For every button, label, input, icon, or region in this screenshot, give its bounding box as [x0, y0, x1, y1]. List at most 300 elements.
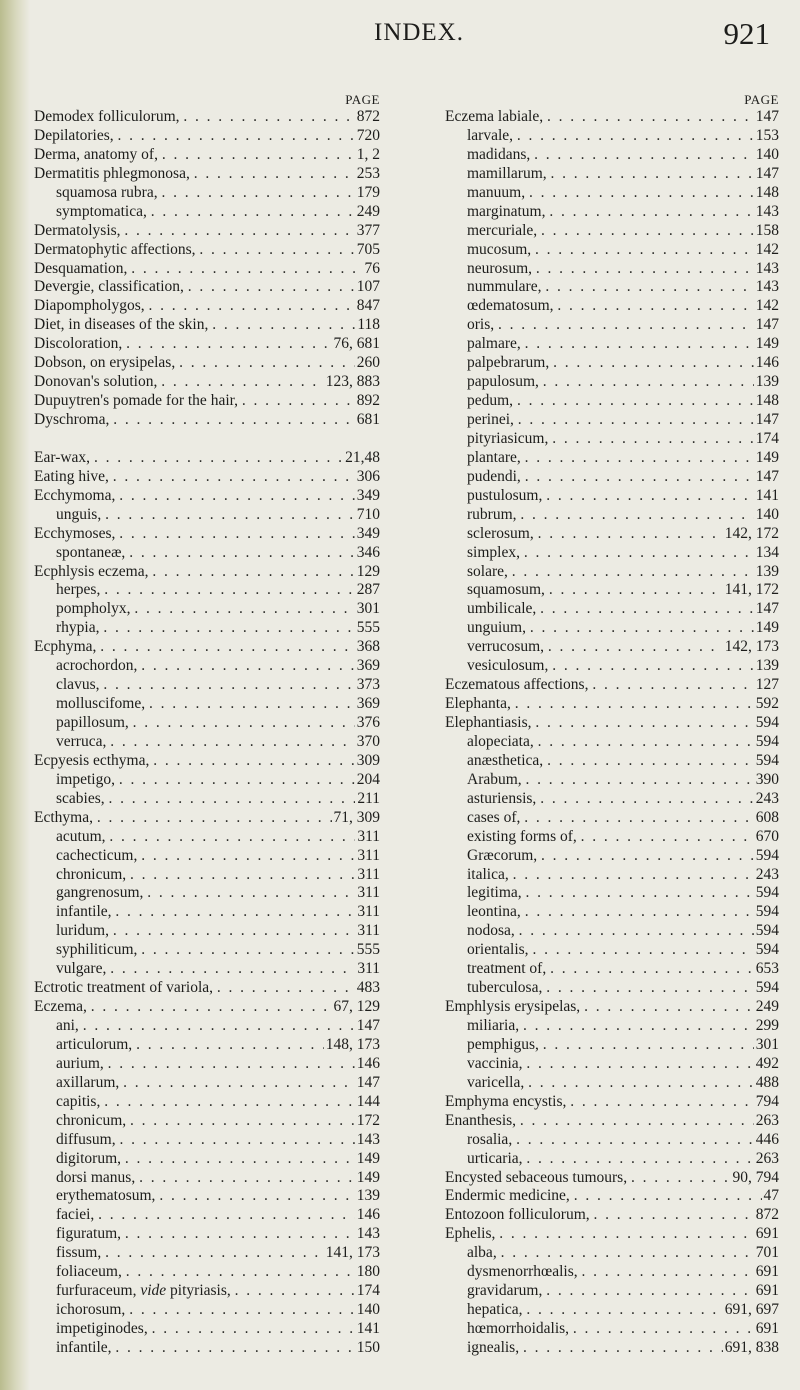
- entry-term-text: marginatum,: [467, 202, 546, 220]
- dot-leader: [158, 146, 355, 165]
- entry-pages: 892: [356, 392, 380, 410]
- entry-term: [56, 733, 106, 752]
- entry-term-text: gravidarum,: [467, 1282, 543, 1300]
- index-subentry: [445, 373, 779, 392]
- dot-leader: [515, 922, 754, 941]
- entry-term-text: pityriasis,: [170, 1282, 231, 1300]
- entry-pages: 488: [755, 1073, 779, 1091]
- entry-term: [56, 1225, 121, 1244]
- entry-pages: 311: [357, 922, 380, 940]
- dot-leader: [122, 335, 331, 354]
- entry-pages: 594: [755, 884, 779, 902]
- entry-term: [445, 676, 588, 695]
- entry-term: [34, 146, 158, 165]
- index-subentry: [34, 790, 380, 809]
- entry-term-text: treatment of,: [467, 960, 547, 978]
- entry-term: [56, 1150, 121, 1169]
- index-subentry: [34, 960, 380, 979]
- entry-term-text: papulosum,: [467, 373, 539, 391]
- entry-term: [34, 165, 190, 184]
- index-subentry: [445, 1244, 779, 1263]
- entry-term-text: Ephelis,: [445, 1225, 496, 1243]
- entry-term-text: luridum,: [56, 922, 109, 940]
- dot-leader: [137, 941, 354, 960]
- index-entry: [34, 468, 380, 487]
- dot-leader: [509, 866, 754, 885]
- dot-leader: [126, 866, 355, 885]
- index-entry: [34, 449, 380, 468]
- index-subentry: [34, 544, 380, 563]
- dot-leader: [137, 847, 355, 866]
- dot-leader: [545, 581, 723, 600]
- page-column-label: PAGE: [744, 92, 779, 107]
- entry-term-text: Entozoon folliculorum,: [445, 1206, 590, 1224]
- index-subentry: [445, 752, 779, 771]
- index-subentry: [445, 316, 779, 335]
- entry-term-text: varicella,: [467, 1073, 525, 1091]
- dot-leader: [523, 1150, 754, 1169]
- entry-term: [467, 563, 508, 582]
- dot-leader: [115, 771, 355, 790]
- entry-term-text: Dobson, on erysipelas,: [34, 354, 176, 372]
- entry-term: [467, 866, 509, 885]
- entry-term: [467, 884, 522, 903]
- entry-term: [467, 1055, 523, 1074]
- entry-pages: 349: [356, 524, 380, 542]
- dot-leader: [570, 1187, 762, 1206]
- index-subentry: [445, 260, 779, 279]
- entry-pages: 653: [755, 960, 779, 978]
- dot-leader: [190, 165, 355, 184]
- entry-term: [467, 165, 547, 184]
- entry-term: [467, 1150, 523, 1169]
- index-entry: [445, 1112, 779, 1131]
- index-subentry: [445, 544, 779, 563]
- entry-pages: 311: [357, 827, 380, 845]
- page-edge-shadow: [0, 0, 30, 1390]
- index-subentry: [445, 657, 779, 676]
- entry-term: [467, 411, 514, 430]
- index-subentry: [445, 506, 779, 525]
- dot-leader: [588, 676, 753, 695]
- entry-pages: 260: [356, 354, 380, 372]
- entry-term-text: italica,: [467, 865, 509, 883]
- index-entry: [34, 222, 380, 241]
- entry-pages: 594: [755, 979, 779, 997]
- index-column-right: [445, 92, 779, 1358]
- dot-leader: [121, 1150, 355, 1169]
- index-entry: [34, 752, 380, 771]
- dot-leader: [523, 1055, 754, 1074]
- dot-leader: [105, 790, 356, 809]
- dot-leader: [590, 1206, 754, 1225]
- dot-leader: [121, 1225, 355, 1244]
- entry-term-text: anæsthetica,: [467, 751, 544, 769]
- index-subentry: [445, 1017, 779, 1036]
- dot-leader: [543, 752, 754, 771]
- index-entry: [34, 392, 380, 411]
- entry-term: [467, 903, 521, 922]
- index-subentry: [34, 941, 380, 960]
- entry-term: [34, 108, 180, 127]
- index-entry: [34, 316, 380, 335]
- entry-term-text: capitis,: [56, 1092, 101, 1110]
- entry-pages: 21,48: [345, 448, 380, 466]
- dot-leader: [104, 1055, 355, 1074]
- index-entry: [34, 297, 380, 316]
- entry-term-text: neurosum,: [467, 259, 533, 277]
- index-subentry: [34, 1093, 380, 1112]
- entry-term: [34, 998, 87, 1017]
- index-entry: [34, 108, 380, 127]
- entry-pages: 139: [356, 1187, 380, 1205]
- entry-pages: 592: [755, 695, 779, 713]
- entry-term: [56, 1131, 116, 1150]
- entry-term: [467, 657, 548, 676]
- entry-pages: 691, 697: [724, 1301, 779, 1319]
- entry-term-text: Derma, anatomy of,: [34, 145, 158, 163]
- entry-term: [467, 1131, 512, 1150]
- entry-term: [56, 884, 143, 903]
- entry-pages: 555: [356, 941, 380, 959]
- dot-leader: [175, 354, 355, 373]
- index-entry: [445, 108, 779, 127]
- entry-pages: 681: [356, 411, 380, 428]
- entry-term-text: verrucosum,: [467, 638, 545, 656]
- entry-term-text: erythematosum,: [56, 1187, 156, 1205]
- entry-term-text: unguium,: [467, 619, 526, 637]
- entry-term: [467, 979, 542, 998]
- entry-term: [467, 1301, 523, 1320]
- entry-term: [467, 619, 526, 638]
- entry-pages: 1, 2: [356, 145, 380, 163]
- dot-leader: [112, 1339, 355, 1358]
- dot-leader: [196, 241, 355, 260]
- entry-pages: 147: [755, 600, 779, 618]
- entry-term: [34, 222, 121, 241]
- index-subentry: [34, 657, 380, 676]
- dot-leader: [109, 411, 354, 430]
- entry-term: [56, 1206, 94, 1225]
- index-subentry: [445, 809, 779, 828]
- entry-term: [56, 676, 99, 695]
- entry-term: [467, 1017, 519, 1036]
- entry-pages: 720: [356, 126, 380, 144]
- dot-leader: [524, 1074, 754, 1093]
- entry-term-text: faciei,: [56, 1206, 95, 1224]
- entry-pages: 376: [356, 714, 380, 731]
- dot-leader: [512, 1131, 754, 1150]
- entry-term: [445, 695, 511, 714]
- dot-leader: [131, 600, 355, 619]
- index-subentry: [34, 1244, 380, 1263]
- entry-term-text: vaccinia,: [467, 1054, 523, 1072]
- entry-pages: 139: [755, 373, 779, 391]
- dot-leader: [521, 449, 754, 468]
- entry-term: [56, 203, 147, 222]
- dot-leader: [514, 411, 754, 430]
- entry-term: [467, 1282, 542, 1301]
- dot-leader: [566, 1093, 753, 1112]
- index-subentry: [445, 1131, 779, 1150]
- entry-pages: 147: [755, 316, 779, 334]
- entry-term-text: symptomatica,: [56, 202, 147, 220]
- dot-leader: [523, 1301, 723, 1320]
- entry-term: [34, 809, 93, 828]
- index-entry: [445, 676, 779, 695]
- entry-term-text: Arabum,: [467, 770, 522, 788]
- entry-term: [56, 714, 129, 733]
- entry-term: [467, 1244, 497, 1263]
- entry-pages: 90, 794: [732, 1168, 779, 1186]
- entry-term-text: acutum,: [56, 827, 106, 845]
- entry-pages: 149: [755, 619, 779, 637]
- dot-leader: [495, 1225, 753, 1244]
- entry-pages: 134: [755, 543, 779, 561]
- entry-term: [467, 752, 543, 771]
- dot-leader: [101, 1244, 324, 1263]
- index-entry: [445, 998, 779, 1017]
- entry-term-text: axillarum,: [56, 1073, 120, 1091]
- entry-term-text: ignealis,: [467, 1338, 520, 1356]
- index-subentry: [445, 222, 779, 241]
- entry-pages: 368: [356, 638, 380, 656]
- index-subentry: [445, 241, 779, 260]
- dot-leader: [87, 998, 332, 1017]
- dot-leader: [126, 1112, 355, 1131]
- entry-term: [34, 335, 122, 354]
- dot-leader: [521, 903, 754, 922]
- entry-term: [467, 922, 515, 941]
- entry-term: [56, 1244, 101, 1263]
- entry-term-text: rosalia,: [467, 1130, 513, 1148]
- dot-leader: [547, 165, 754, 184]
- entry-term-text: syphiliticum,: [56, 941, 138, 959]
- entry-term: [56, 1339, 112, 1358]
- entry-term-text: solare,: [467, 562, 508, 580]
- entry-pages: 143: [755, 278, 779, 296]
- entry-term-text: umbilicale,: [467, 600, 537, 618]
- index-subentry: [34, 1036, 380, 1055]
- entry-pages: 76: [364, 259, 380, 277]
- index-subentry: [34, 1339, 380, 1358]
- index-entry: [445, 1225, 779, 1244]
- entry-term-text: Desquamation,: [34, 259, 128, 277]
- entry-pages: 309: [356, 751, 380, 769]
- entry-pages: 141: [755, 486, 779, 504]
- entry-pages: 142, 172: [724, 524, 779, 542]
- entry-term-text: gangrenosum,: [56, 884, 144, 902]
- entry-term-text: Dupuytren's pomade for the hair,: [34, 392, 239, 410]
- index-subentry: [34, 1282, 380, 1301]
- dot-leader: [531, 241, 754, 260]
- entry-term-text: manuum,: [467, 183, 526, 201]
- entry-term-text: mercuriale,: [467, 221, 538, 239]
- dot-leader: [554, 297, 754, 316]
- entry-term-italic: vide: [140, 1282, 167, 1300]
- entry-pages: 143: [755, 259, 779, 277]
- dot-leader: [96, 638, 354, 657]
- index-entry: [34, 278, 380, 297]
- entry-term: [467, 487, 542, 506]
- entry-pages: 140: [755, 505, 779, 523]
- dot-leader: [99, 619, 354, 638]
- entry-pages: 377: [356, 221, 380, 239]
- index-subentry: [34, 922, 380, 941]
- index-subentry: [445, 884, 779, 903]
- entry-term: [34, 316, 208, 335]
- index-subentry: [445, 354, 779, 373]
- dot-leader: [520, 544, 754, 563]
- index-entry: [34, 809, 380, 828]
- dot-leader: [548, 430, 753, 449]
- entry-term-text: scabies,: [56, 789, 105, 807]
- index-subentry: [34, 1301, 380, 1320]
- entry-pages: 299: [755, 1017, 779, 1034]
- dot-leader: [542, 487, 753, 506]
- entry-term-text: Ecchymoma,: [34, 486, 116, 504]
- index-subentry: [445, 1282, 779, 1301]
- entry-term: [34, 638, 96, 657]
- entry-term-text: miliaria,: [467, 1017, 520, 1034]
- entry-term: [445, 1187, 570, 1206]
- entry-term-text: papillosum,: [56, 714, 129, 731]
- index-subentry: [34, 1074, 380, 1093]
- dot-leader: [148, 563, 354, 582]
- index-subentry: [34, 866, 380, 885]
- dot-leader: [534, 733, 754, 752]
- index-subentry: [445, 922, 779, 941]
- entry-term-text: Eating hive,: [34, 467, 109, 485]
- entry-pages: 147: [755, 411, 779, 428]
- entry-term-text: simplex,: [467, 543, 520, 561]
- entry-term: [56, 1320, 148, 1339]
- index-subentry: [34, 1225, 380, 1244]
- entry-pages: 249: [356, 202, 380, 220]
- index-entries-right: [445, 108, 779, 1358]
- page-number: 921: [723, 16, 770, 51]
- entry-pages: 446: [755, 1130, 779, 1148]
- entry-term: [56, 657, 137, 676]
- entry-pages: 390: [755, 770, 779, 788]
- entry-term: [467, 771, 522, 790]
- entry-term-text: Elephantiasis,: [445, 714, 532, 731]
- entry-term: [467, 941, 529, 960]
- entry-term-text: orientalis,: [467, 941, 529, 959]
- entry-term-text: cases of,: [467, 808, 521, 826]
- entry-term: [467, 1074, 524, 1093]
- dot-leader: [534, 525, 723, 544]
- entry-term-text: asturiensis,: [467, 789, 537, 807]
- entry-pages: 794: [755, 1092, 779, 1110]
- dot-leader: [155, 1187, 354, 1206]
- entry-term: [34, 278, 184, 297]
- entry-term: [467, 392, 513, 411]
- entry-term: [56, 1187, 155, 1206]
- index-entry: [34, 411, 380, 430]
- entry-pages: 594: [755, 941, 779, 959]
- dot-leader: [539, 373, 754, 392]
- dot-leader: [522, 771, 754, 790]
- index-subentry: [445, 297, 779, 316]
- entry-pages: 311: [357, 865, 380, 883]
- dot-leader: [521, 468, 754, 487]
- index-entry: [34, 638, 380, 657]
- dot-leader: [494, 316, 754, 335]
- entry-pages: 204: [356, 770, 380, 788]
- entry-term: [56, 828, 106, 847]
- dot-leader: [100, 1093, 354, 1112]
- entry-term: [56, 1169, 135, 1188]
- index-subentry: [34, 600, 380, 619]
- index-column-left: [34, 92, 380, 1358]
- entry-pages: 174: [755, 429, 779, 447]
- dot-leader: [99, 676, 354, 695]
- entry-term-text: pemphigus,: [467, 1035, 539, 1053]
- index-subentry: [34, 184, 380, 203]
- entry-term-text: ichorosum,: [56, 1301, 126, 1319]
- dot-leader: [508, 563, 754, 582]
- entry-pages: 146: [755, 354, 779, 372]
- dot-leader: [544, 638, 723, 657]
- entry-term: [56, 506, 101, 525]
- entry-pages: 147: [356, 1017, 380, 1034]
- entry-pages: 67, 129: [333, 998, 380, 1016]
- entry-term-text: rubrum,: [467, 505, 517, 523]
- entry-term-text: Discoloration,: [34, 335, 123, 353]
- entry-term: [467, 960, 546, 979]
- entry-term: [467, 184, 525, 203]
- index-subentry: [445, 165, 779, 184]
- dot-leader: [577, 828, 754, 847]
- entry-pages: 150: [356, 1338, 380, 1356]
- entry-pages: 492: [755, 1054, 779, 1072]
- index-subentry: [34, 1131, 380, 1150]
- index-subentry: [34, 1055, 380, 1074]
- index-subentry: [445, 790, 779, 809]
- dot-leader: [549, 354, 754, 373]
- entry-term: [467, 430, 548, 449]
- entry-term-text: Enanthesis,: [445, 1111, 517, 1129]
- dot-leader: [543, 108, 754, 127]
- entry-term-text: herpes,: [56, 581, 101, 599]
- dot-leader: [578, 1263, 754, 1282]
- dot-leader: [522, 884, 754, 903]
- entry-pages: 691: [755, 1225, 779, 1243]
- entry-pages: 179: [356, 183, 380, 201]
- index-subentry: [34, 1112, 380, 1131]
- entry-term-text: palpebrarum,: [467, 354, 550, 372]
- entry-term-text: pustulosum,: [467, 486, 543, 504]
- dot-leader: [132, 1036, 324, 1055]
- entry-term-text: unguis,: [56, 505, 102, 523]
- entry-term: [467, 354, 549, 373]
- dot-leader: [569, 1320, 754, 1339]
- entry-term-text: diffusum,: [56, 1130, 116, 1148]
- entry-gap: [34, 430, 380, 449]
- entry-term-text: impetigo,: [56, 770, 115, 788]
- index-subentry: [445, 1301, 779, 1320]
- dot-leader: [208, 316, 355, 335]
- entry-term-text: leontina,: [467, 903, 521, 921]
- entry-term: [467, 544, 520, 563]
- entry-pages: 370: [356, 732, 380, 750]
- dot-leader: [548, 657, 753, 676]
- entry-term: [34, 411, 109, 430]
- index-subentry: [34, 714, 380, 733]
- dot-leader: [537, 847, 754, 866]
- entry-term-text: chronicum,: [56, 1111, 127, 1129]
